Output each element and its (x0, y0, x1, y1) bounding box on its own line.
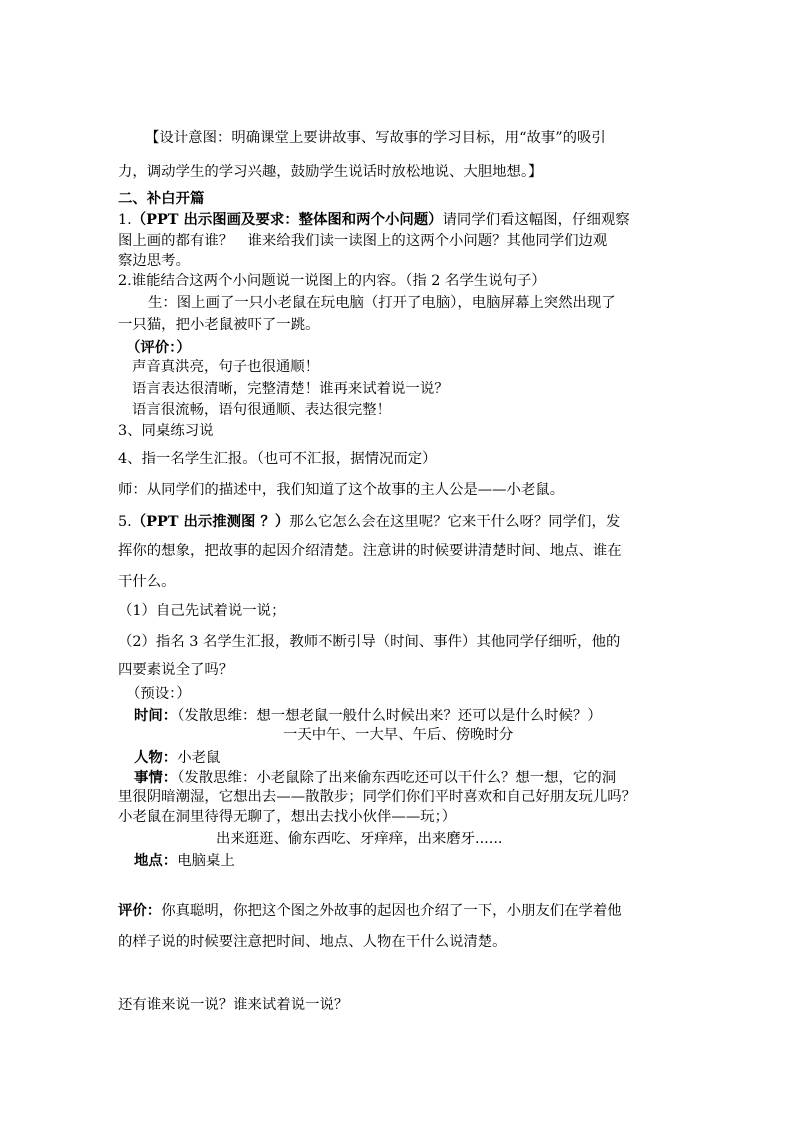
section-heading: 二、补白开篇 (118, 190, 205, 207)
closing-line: 还有谁来说一说？谁来试着说一说？ (118, 997, 349, 1013)
item-5-line-1 (118, 513, 620, 531)
evaluation-2: 语言表达很清晰，完整清楚！谁再来试着说一说？ (132, 381, 449, 397)
item-1-line-1 (118, 211, 630, 229)
review-line-2: 的样子说的时候要注意把时间、地点、人物在干什么说清楚。 (118, 934, 507, 950)
time-label: 时间： (134, 707, 178, 724)
teacher-line: 师：从同学们的描述中，我们知道了这个故事的主人公是——小老鼠。 (118, 482, 565, 498)
item-1-bold: （PPT 出示图画及要求：整体图和两个小问题） (131, 211, 443, 228)
place-line (134, 852, 235, 870)
evaluation-1: 声音真洪亮，句子也很通顺！ (132, 359, 320, 375)
person-text: 小老鼠 (177, 750, 221, 766)
event-text: （发散思维：小老鼠除了出来偷东西吃还可以干什么？想一想，它的洞 (177, 770, 617, 786)
event-line-1 (134, 769, 616, 787)
time-line (134, 707, 602, 725)
event-line-3: 小老鼠在洞里待得无聊了，想出去找小伙伴——玩；） (118, 809, 457, 825)
place-label: 地点： (134, 852, 178, 869)
design-intent-line-2: 力，调动学生的学习兴趣，鼓励学生说话时放松地说、大胆地想。】 (118, 164, 543, 180)
item-5-bold: （PPT 出示推测图 ？） (131, 513, 290, 530)
item-1-line-3: 察边思考。 (118, 253, 190, 269)
event-answers: 出来逛逛、偷东西吃、牙痒痒，出来磨牙...... (216, 831, 503, 847)
item-3: 3、同桌练习说 (118, 423, 214, 439)
review-line-1 (118, 902, 622, 920)
event-line-2: 里很阴暗潮湿，它想出去——散散步；同学们你们平时喜欢和自己好朋友玩儿吗？ (118, 789, 637, 805)
item-1-line-2: 图上画的都有谁？ 谁来给我们读一读图上的这两个小问题？其他同学们边观 (118, 233, 608, 249)
event-label: 事情： (134, 769, 178, 786)
evaluation-label: （评价：） (126, 339, 191, 356)
time-text: （发散思维：想一想老鼠一般什么时候出来？还可以是什么时候？） (177, 708, 602, 724)
sub-step-2-line-1: （2）指名 3 名学生汇报，教师不断引导（时间、事件）其他同学仔细听，他的 (118, 634, 621, 650)
evaluation-3: 语言很流畅，语句很通顺、表达很完整！ (132, 402, 392, 418)
sub-step-2-line-2: 四要素说全了吗？ (118, 662, 234, 678)
item-5-number: 5. (118, 514, 132, 530)
preset-label: （预设：） (126, 686, 191, 702)
time-answers: 一天中午、一大早、午后、傍晚时分 (283, 727, 514, 743)
item-4: 4、指一名学生汇报。（也可不汇报，据情况而定） (118, 451, 437, 467)
item-2: 2.谁能结合这两个小问题说一说图上的内容。（指 2 名学生说句子） (118, 273, 546, 289)
item-1-number: 1. (118, 212, 132, 228)
design-intent-line-1: 【设计意图：明确课堂上要讲故事、写故事的学习目标，用“故事”的吸引 (145, 130, 606, 146)
place-text: 电脑桌上 (177, 853, 235, 869)
person-line (134, 749, 220, 767)
student-answer-line-2: 一只猫，把小老鼠被吓了一跳。 (118, 317, 320, 333)
item-1-rest: 请同学们看这幅图，仔细观察 (442, 212, 630, 228)
sub-step-1: （1）自己先试着说一说； (118, 603, 286, 619)
item-5-line-2: 挥你的想象，把故事的起因介绍清楚。注意讲的时候要讲清楚时间、地点、谁在 (118, 543, 622, 559)
student-answer-line-1: 生：图上画了一只小老鼠在玩电脑（打开了电脑），电脑屏幕上突然出现了 (148, 295, 616, 311)
review-text: 你真聪明，你把这个图之外故事的起因也介绍了一下，小朋友们在学着他 (161, 903, 622, 919)
item-5-line-3: 干什么。 (118, 574, 176, 590)
review-label: 评价： (118, 902, 162, 919)
person-label: 人物： (134, 749, 178, 766)
item-5-rest: 那么它怎么会在这里呢？它来干什么呀？同学们，发 (289, 514, 621, 530)
